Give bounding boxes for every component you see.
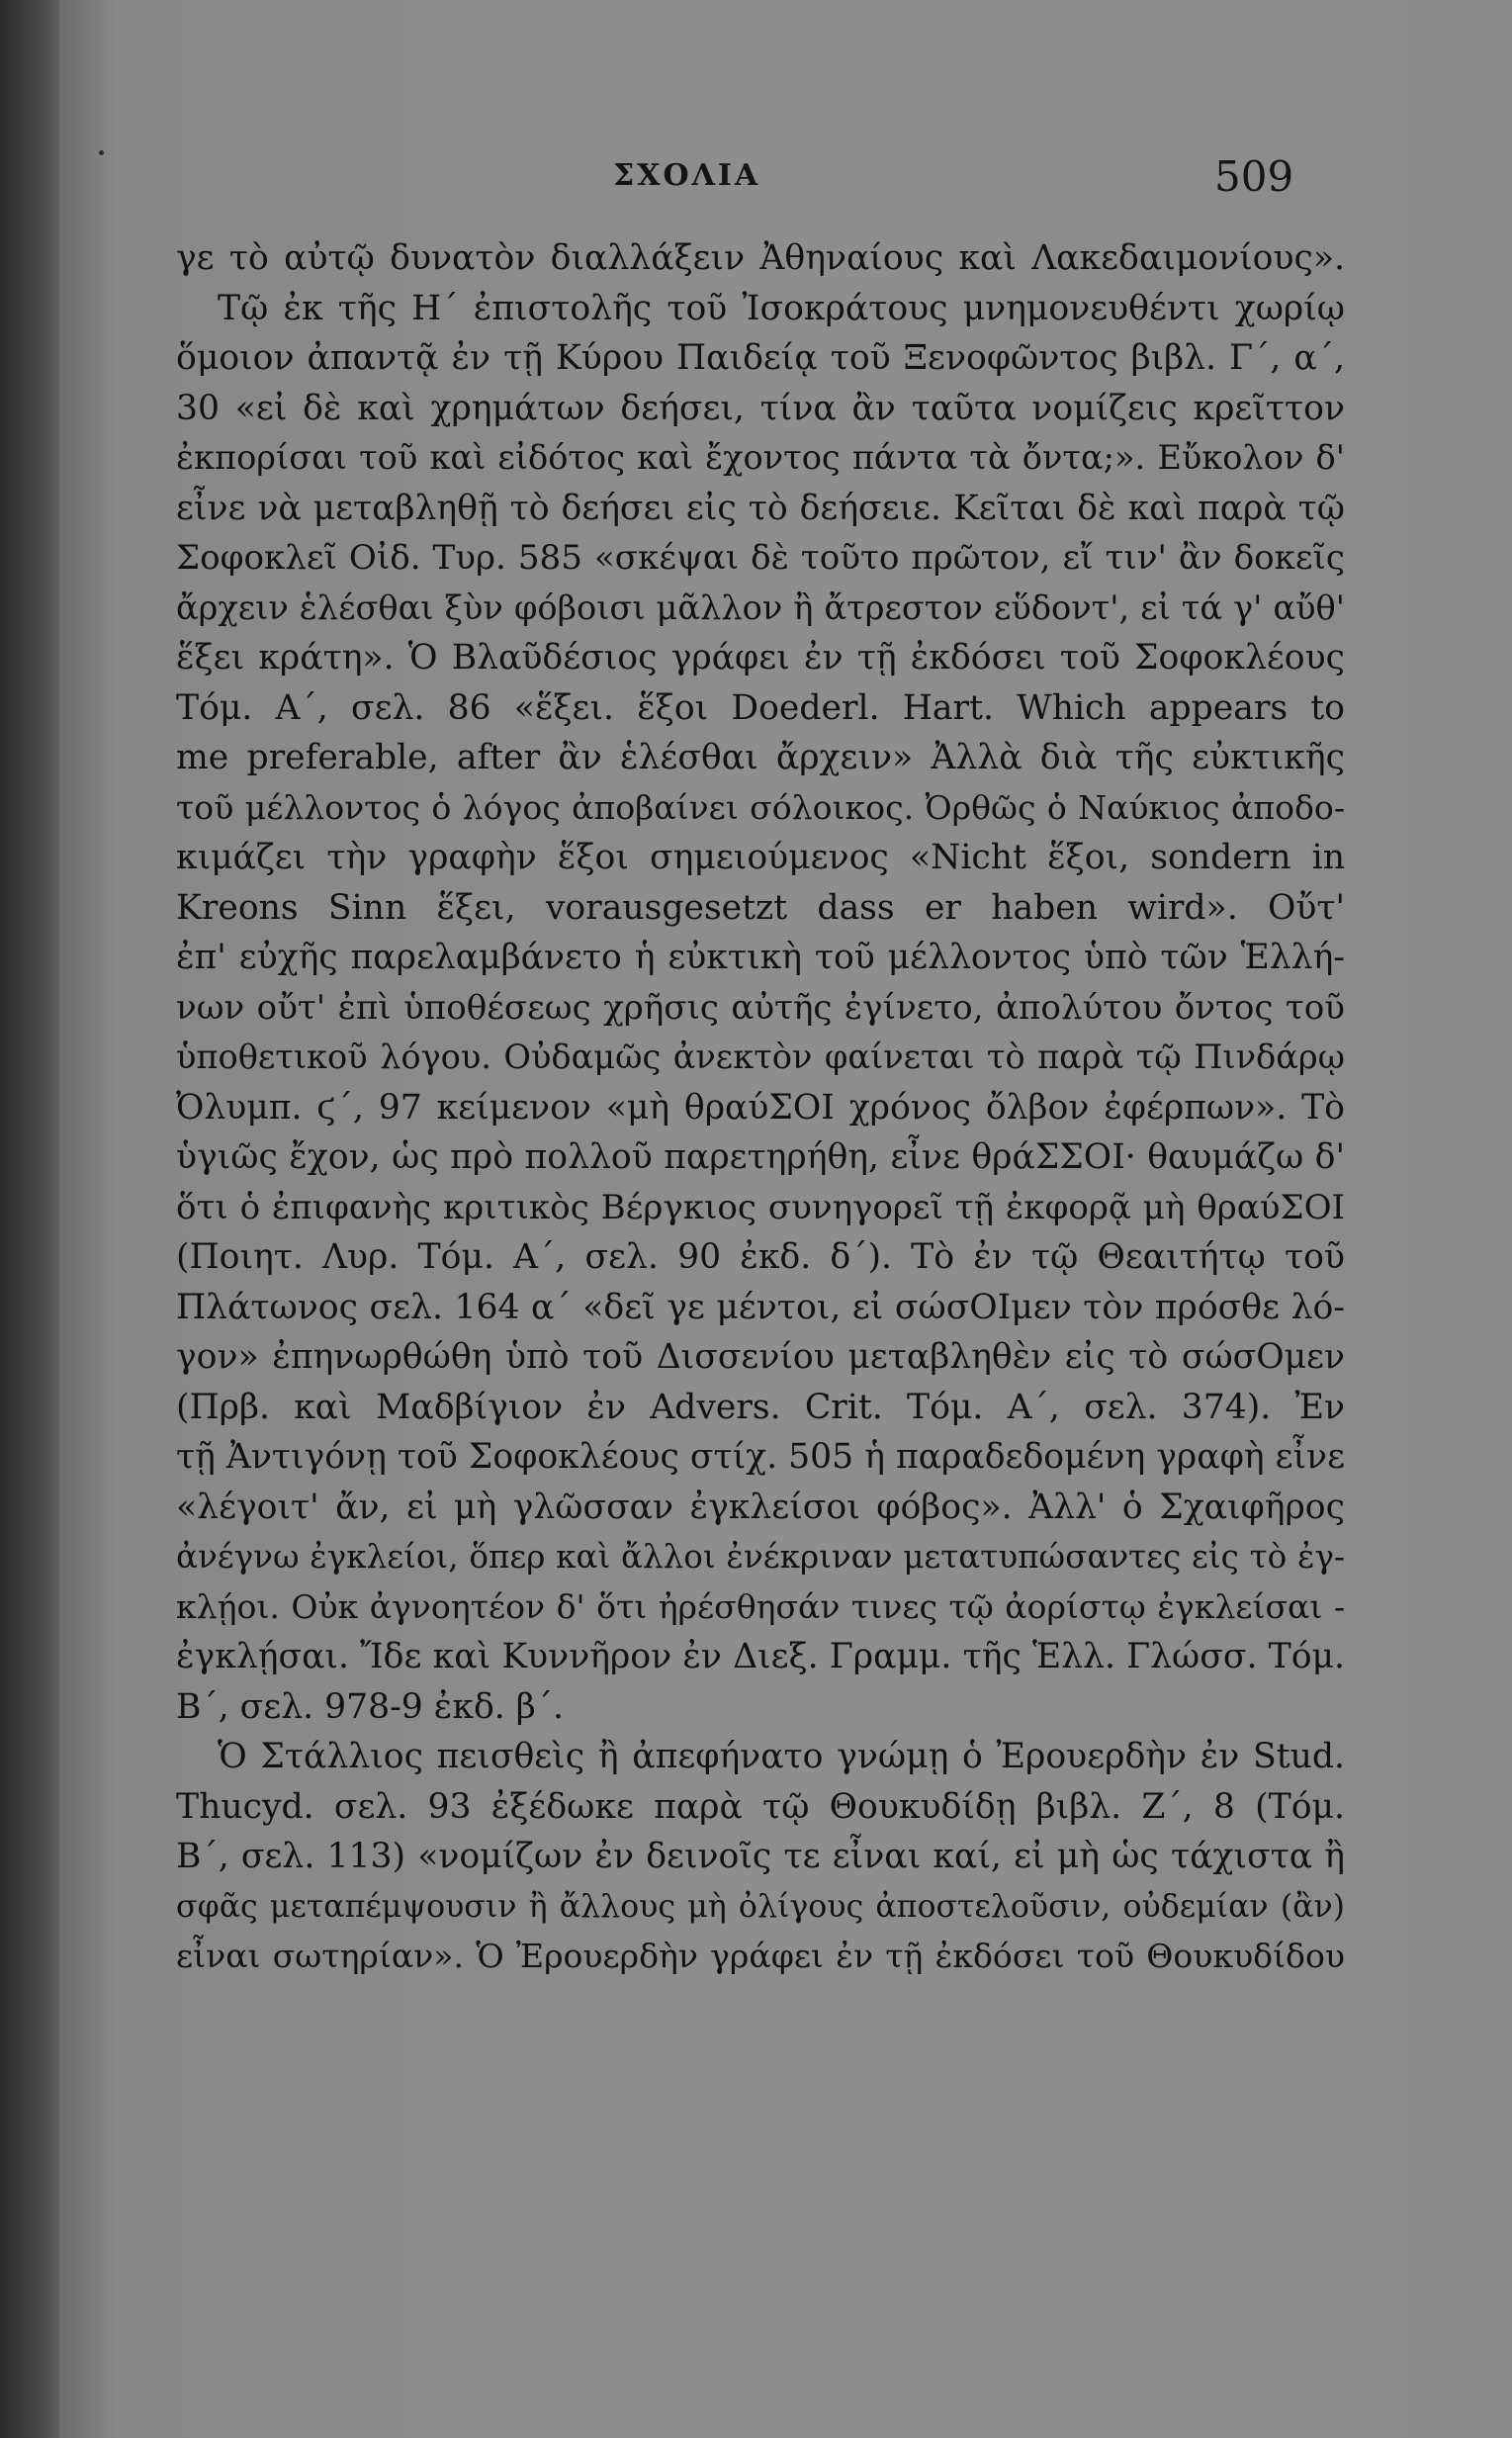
text-line: Πλάτωνος σελ. 164 α΄ «δεῖ γε μέντοι, εἰ σώσΟΙμεν τὸν πρόσθε λό- — [176, 1287, 1345, 1327]
text-line: ὑποθετικοῦ λόγου. Οὐδαμῶς ἀνεκτὸν φαίνεται τὸ παρὰ τῷ Πινδάρῳ — [176, 1038, 1345, 1076]
text-line: τοῦ μέλλοντος ὁ λόγος ἀποβαίνει σόλοικος. Ὀρθῶς ὁ Ναύκιος ἀποδο- — [176, 787, 1345, 827]
text-line: Ὀλυμπ. ϛ΄, 97 κείμενον «μὴ θραύΣΟΙ χρόνος ὄλβον ἐφέρπων». Τὸ — [176, 1087, 1345, 1128]
text-line: κιμάζει τὴν γραφὴν ἕξοι σημειούμενος «Nicht ἕξοι, sondern in — [176, 838, 1345, 877]
text-line: Τῷ ἐκ τῆς Η΄ ἐπιστολῆς τοῦ Ἰσοκράτους μνημονευθέντι χωρίῳ — [218, 288, 1345, 328]
text-line: τῇ Ἀντιγόνῃ τοῦ Σοφοκλέους στίχ. 505 ἡ παραδεδομένη γραφὴ εἶνε — [176, 1437, 1345, 1477]
text-line: γε τὸ αὐτῷ δυνατὸν διαλλάξειν Ἀθηναίους καὶ Λακεδαιμονίους». — [176, 238, 1345, 278]
text-line: ὅμοιον ἀπαντᾷ ἐν τῇ Κύρου Παιδείᾳ τοῦ Ξενοφῶντος βιβλ. Γ΄, α΄, — [176, 338, 1345, 378]
running-title: ΣΧΟΛΙΑ — [613, 158, 761, 193]
text-line: Β΄, σελ. 113) «νομίζων ἐν δεινοῖς τε εἶναι καί, εἰ μὴ ὡς τάχιστα ἢ — [176, 1837, 1345, 1876]
text-line: εἶναι σωτηρίαν». Ὁ Ἐρουερδὴν γράφει ἐν τῇ ἐκδόσει τοῦ Θουκυδίδου — [176, 1937, 1345, 1975]
book-page — [59, 0, 1512, 2438]
text-line: νων οὔτ' ἐπὶ ὑποθέσεως χρῆσις αὐτῆς ἐγίνετο, ἀπολύτου ὄντος τοῦ — [176, 987, 1345, 1028]
text-line: Thucyd. σελ. 93 ἐξέδωκε παρὰ τῷ Θουκυδίδῃ βιβλ. Ζ΄, 8 (Τόμ. — [176, 1786, 1345, 1827]
text-line: (Ποιητ. Λυρ. Τόμ. Α΄, σελ. 90 ἐκδ. δ΄). Τὸ ἐν τῷ Θεαιτήτῳ τοῦ — [176, 1237, 1345, 1277]
text-line: ἀνέγνω ἐγκλείοι, ὅπερ καὶ ἄλλοι ἐνέκριναν μετατυπώσαντες εἰς τὸ ἐγ- — [176, 1538, 1345, 1576]
text-line: ὅτι ὁ ἐπιφανὴς κριτικὸς Βέργκιος συνηγορεῖ τῇ ἐκφορᾷ μὴ θραύΣΟΙ — [176, 1187, 1345, 1227]
text-line: ἐγκλῄσαι. Ἴδε καὶ Κυννῆρον ἐν Διεξ. Γραμμ. τῆς Ἑλλ. Γλώσσ. Τόμ. — [176, 1637, 1345, 1676]
text-line: (Πρβ. καὶ Μαδβίγιον ἐν Advers. Crit. Τόμ. Α΄, σελ. 374). Ἐν — [176, 1387, 1345, 1427]
text-line: σφᾶς μεταπέμψουσιν ἢ ἄλλους μὴ ὀλίγους ἀποστελοῦσιν, οὐδεμίαν (ἂν) — [176, 1888, 1345, 1925]
text-line: ἄρχειν ἑλέσθαι ξὺν φόβοισι μᾶλλον ἢ ἄτρεστον εὕδοντ', εἰ τά γ' αὔθ' — [176, 587, 1345, 627]
text-line: ἐκπορίσαι τοῦ καὶ εἰδότος καὶ ἔχοντος πάντα τὰ ὄντα;». Εὔκολον δ' — [176, 438, 1345, 477]
text-line: κλῄοι. Οὐκ ἀγνοητέον δ' ὅτι ἠρέσθησάν τινες τῷ ἀορίστῳ ἐγκλείσαι - — [176, 1586, 1345, 1626]
text-line: γον» ἐπηνωρθώθη ὑπὸ τοῦ Δισσενίου μεταβληθὲν εἰς τὸ σώσΟμεν — [176, 1337, 1345, 1377]
text-line: «λέγοιτ' ἄν, εἰ μὴ γλῶσσαν ἐγκλείσοι φόβος». Ἀλλ' ὁ Σχαιφῆρος — [176, 1487, 1345, 1527]
text-line: ἐπ' εὐχῆς παρελαμβάνετο ἡ εὐκτικὴ τοῦ μέλλοντος ὑπὸ τῶν Ἑλλή- — [176, 938, 1345, 977]
text-line: εἶνε νὰ μεταβληθῇ τὸ δεήσει εἰς τὸ δεήσειε. Κεῖται δὲ καὶ παρὰ τῷ — [176, 488, 1345, 528]
text-line: me preferable, after ἂν ἑλέσθαι ἄρχειν» Ἀλλὰ διὰ τῆς εὐκτικῆς — [176, 738, 1345, 777]
body-text — [176, 233, 1345, 1982]
page-header — [59, 152, 1512, 218]
page-number: 509 — [1214, 152, 1294, 201]
text-line: Τόμ. Α΄, σελ. 86 «ἕξει. ἕξοι Doederl. Hart. Which appears to — [176, 687, 1345, 728]
text-line: 30 «εἰ δὲ καὶ χρημάτων δεήσει, τίνα ἂν ταῦτα νομίζεις κρεῖττον — [176, 388, 1345, 428]
text-line: Β΄, σελ. 978-9 ἐκδ. β΄. — [176, 1686, 565, 1727]
text-line: ὑγιῶς ἔχον, ὡς πρὸ πολλοῦ παρετηρήθη, εἶνε θράΣΣΟΙ· θαυμάζω δ' — [176, 1137, 1345, 1177]
text-line: Kreons Sinn ἕξει, vorausgesetzt dass er haben wird». Οὔτ' — [176, 887, 1345, 928]
text-line: Σοφοκλεῖ Οἰδ. Τυρ. 585 «σκέψαι δὲ τοῦτο πρῶτον, εἴ τιν' ἂν δοκεῖς — [176, 538, 1345, 578]
paper-speck — [99, 150, 104, 155]
text-line: ἕξει κράτη». Ὁ Βλαῦδέσιος γράφει ἐν τῇ ἐκδόσει τοῦ Σοφοκλέους — [176, 638, 1345, 677]
text-line: Ὁ Στάλλιος πεισθεὶς ἢ ἀπεφήνατο γνώμῃ ὁ Ἐρουερδὴν ἐν Stud. — [218, 1737, 1345, 1776]
